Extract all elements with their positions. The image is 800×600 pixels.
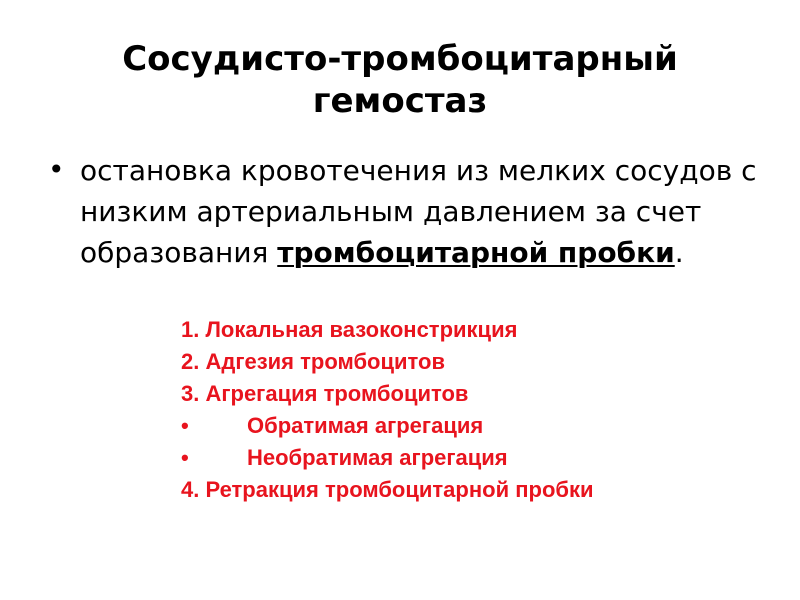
definition-text-part1: остановка кровотечения из мелких сосудов с низким артериальным давлением за счет образования	[80, 154, 757, 269]
definition-emphasis: тромбоцитарной пробки	[277, 236, 675, 269]
substep-label: Обратимая агрегация	[247, 413, 484, 438]
definition-text-part2: .	[674, 236, 684, 269]
title-line-1: Сосудисто-тромбоцитарный	[122, 39, 678, 79]
step-item-4: 4. Ретракция тромбоцитарной пробки	[181, 477, 594, 502]
substep-marker: •	[181, 445, 189, 470]
substep-label: Необратимая агрегация	[247, 445, 508, 470]
page-title	[40, 38, 760, 122]
definition-text	[80, 150, 770, 273]
step-item-3: 3. Агрегация тромбоцитов	[181, 381, 469, 406]
substep-item-reversible	[181, 410, 661, 442]
step-item-2: 2. Адгезия тромбоцитов	[181, 349, 445, 374]
title-line-2: гемостаз	[312, 81, 488, 121]
substep-marker: •	[181, 413, 189, 438]
bullet-marker: •	[48, 153, 65, 186]
hemostasis-steps-list	[181, 314, 661, 506]
step-item-1: 1. Локальная вазоконстрикция	[181, 317, 518, 342]
substep-item-irreversible	[181, 442, 661, 474]
